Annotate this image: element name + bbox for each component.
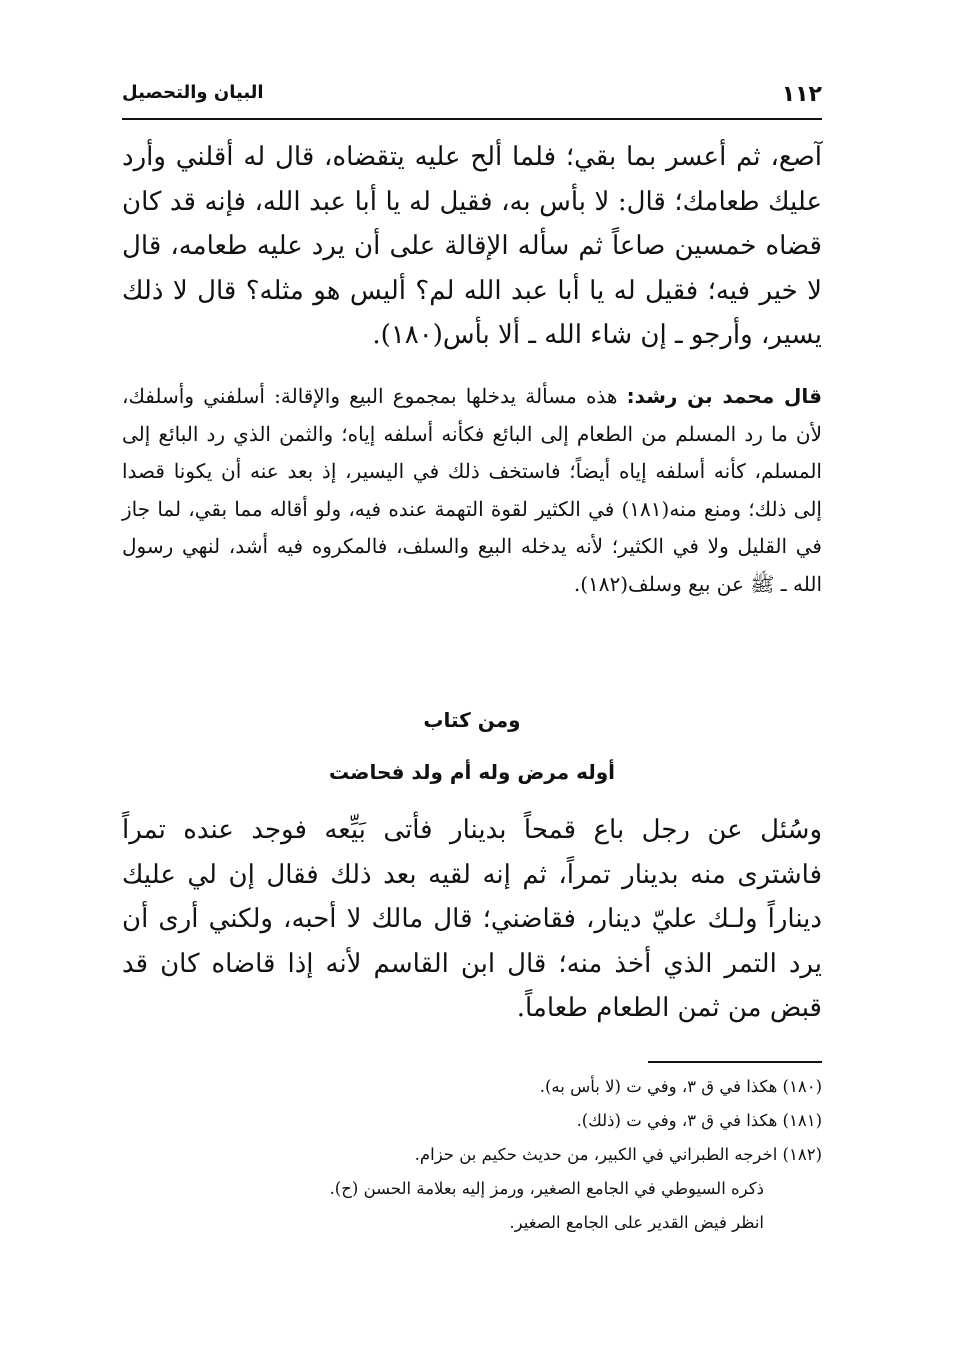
footnote-182-continuation: انظر فيض القدير على الجامع الصغير. bbox=[509, 1213, 764, 1232]
footnote-divider bbox=[648, 1061, 822, 1063]
footnote-180: (١٨٠) هكذا في ق ٣، وفي ت (لا بأس به). bbox=[539, 1077, 822, 1096]
footnote-182-continuation: ذكره السيوطي في الجامع الصغير، ورمز إليه بعلامة الحسن (ح). bbox=[329, 1179, 764, 1198]
page-number: ١١٢ bbox=[781, 82, 822, 107]
paragraph-text: آصع، ثم أعسر بما بقي؛ فلما ألح عليه يتقضاه، قال له أقلني وأرد عليك طعامك؛ قال: لا بأس به، فقيل له يا أبا عبد الله، فإنه قد كان قضاه خمسين صاعاً ثم سأله الإقالة على أن يرد عليه طعامه، قال لا خير فيه؛ فقيل له يا أبا عبد الله لم؟ أليس هو مثله؟ قال لا ذلك يسير، وأرجو ـ إن شاء الله ـ ألا بأس(١٨٠). bbox=[122, 142, 822, 350]
header-divider bbox=[122, 118, 822, 120]
section-heading: ومن كتاب bbox=[423, 708, 521, 732]
running-title: البيان والتحصيل bbox=[122, 82, 264, 103]
commentary-body: هذه مسألة يدخلها بمجموع البيع والإقالة: أسلفني وأسلفك، لأن ما رد المسلم من الطعام إلى البائع فكأنه أسلفه إياه؛ والثمن الذي رد البائع إلى المسلم، كأنه أسلفه إياه أيضاً؛ فاستخف ذلك في اليسير، إذ بعد عنه أن يكونا قصدا إلى ذلك؛ ومنع منه(١٨١) في الكثير لقوة التهمة عنده فيه، ولو أقاله مما بقي، لما جاز في القليل ولا في الكثير؛ لأنه يدخله البيع والسلف، فالمكروه فيه أشد، لنهي رسول الله ـ ﷺ عن بيع وسلف(١٨٢). bbox=[122, 384, 822, 596]
paragraph-text: وسُئل عن رجل باع قمحاً بدينار فأتى بَيِّعه فوجد عنده تمراً فاشترى منه بدينار تمراً، ثم إنه لقيه بعد ذلك فقال إن لي عليك ديناراً ولـك عليّ دينار، فقاضني؛ قال مالك لا أحبه، ولكني أرى أن يرد التمر الذي أخذ منه؛ قال ابن القاسم لأنه إذا قاضاه كان قد قبض من ثمن الطعام طعاماً. bbox=[122, 815, 822, 1023]
commentary-lead: قال محمد بن رشد: bbox=[626, 384, 822, 408]
paragraph-new-question bbox=[122, 808, 822, 1031]
paragraph-question bbox=[122, 135, 822, 358]
footnote-181: (١٨١) هكذا في ق ٣، وفي ت (ذلك). bbox=[576, 1111, 822, 1130]
commentary-text bbox=[122, 378, 822, 603]
section-subheading: أوله مرض وله أم ولد فحاضت bbox=[328, 760, 616, 784]
footnote-182: (١٨٢) اخرجه الطبراني في الكبير، من حديث حكيم بن حزام. bbox=[414, 1145, 822, 1164]
footnotes bbox=[200, 1070, 822, 1240]
page-header bbox=[122, 82, 822, 116]
paragraph-commentary bbox=[122, 378, 822, 603]
